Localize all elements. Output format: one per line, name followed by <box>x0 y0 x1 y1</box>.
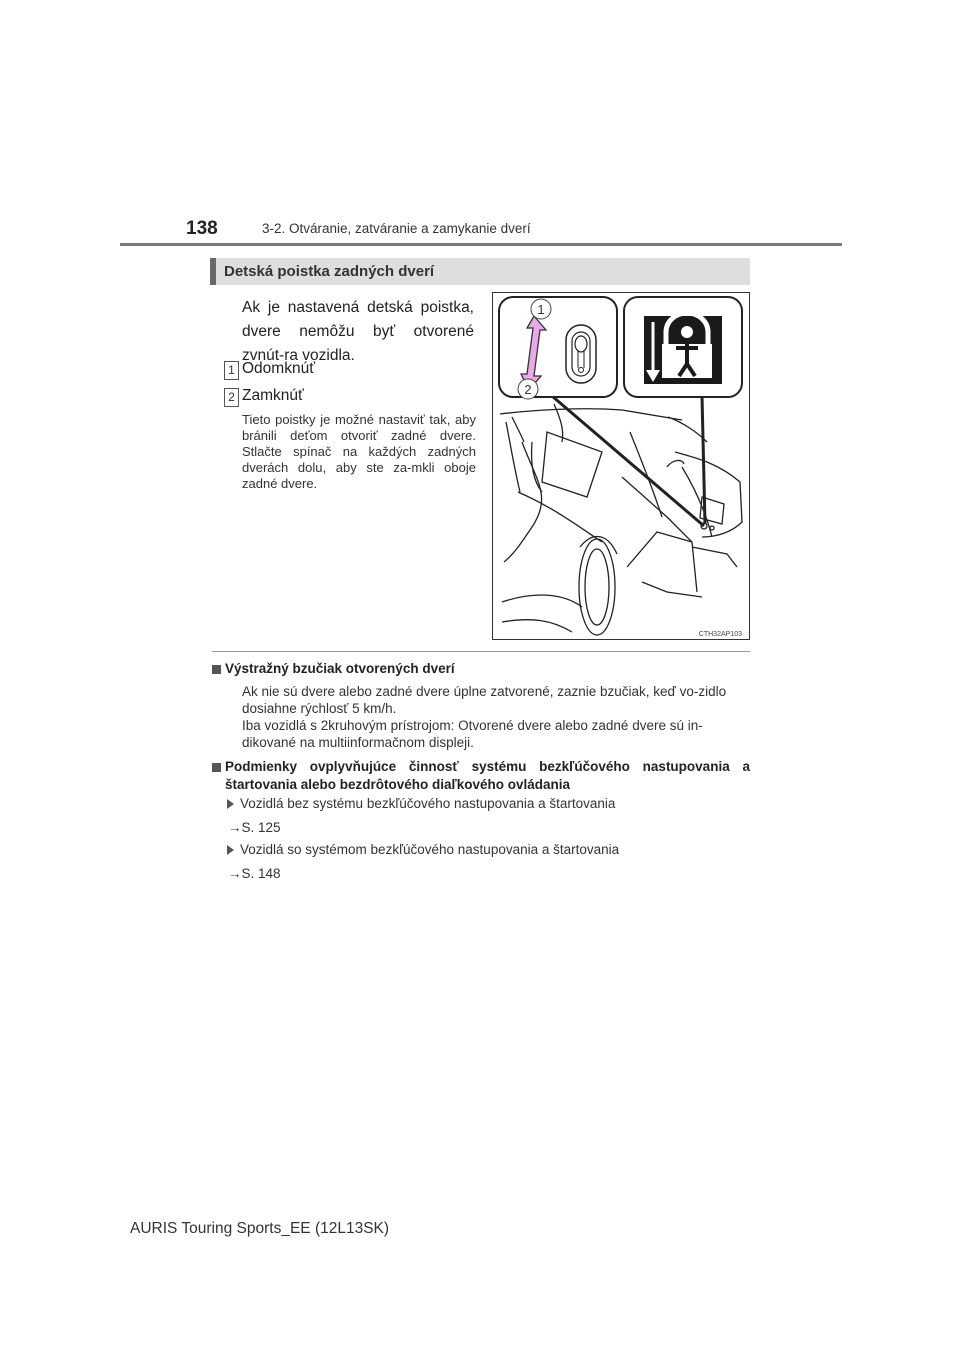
child-lock-illustration <box>492 292 750 640</box>
item-number-2: 2 <box>224 388 239 407</box>
subheading-bullet-icon <box>212 763 221 772</box>
callout-number-1: 1 <box>537 302 545 317</box>
bullet-text-1: Vozidlá bez systému bezkľúčového nastupovania a štartovania <box>240 796 616 811</box>
page-reference-1[interactable]: →S. 125 <box>228 820 281 835</box>
switch-inset <box>499 297 617 397</box>
subheading-bullet-icon <box>212 665 221 674</box>
footer-model: AURIS Touring Sports_EE (12L13SK) <box>130 1220 390 1237</box>
topic-title: Detská poistka zadných dverí <box>224 263 435 280</box>
illustration-svg <box>492 292 750 640</box>
bullet-triangle-icon <box>227 845 234 855</box>
conditions-heading: Podmienky ovplyvňujúce činnosť systému bezkľúčového nastupovania a štartovania alebo bezdrôtového diaľkového ovládania <box>225 759 750 792</box>
page-reference-2[interactable]: →S. 148 <box>228 866 281 881</box>
topic-bar-accent <box>210 258 216 285</box>
bullet-text-2: Vozidlá so systémom bezkľúčového nastupovania a štartovania <box>240 842 620 857</box>
section-title: 3-2. Otváranie, zatváranie a zamykanie dverí <box>262 221 531 236</box>
callout-number-2: 2 <box>524 382 532 397</box>
item-label-lock: Zamknúť <box>242 387 304 404</box>
figure-code: CTH32AP103 <box>698 631 742 638</box>
bullet-triangle-icon <box>227 799 234 809</box>
header-rule <box>120 243 842 246</box>
warning-heading: Výstražný bzučiak otvorených dverí <box>225 661 455 676</box>
intro-text: Ak je nastavená detská poistka, dvere nemôžu byť otvorené zvnút-ra vozidla. <box>242 299 474 364</box>
item-label-unlock: Odomknúť <box>242 360 316 377</box>
note-text: Tieto poistky je možné nastaviť tak, aby bránili deťom otvoriť zadné dvere. Stlačte spínač na každých zadných dverách dolu, aby ste za-mkli oboje zadné dvere. <box>242 412 476 491</box>
item-number-1: 1 <box>224 361 239 380</box>
page-number: 138 <box>186 218 218 239</box>
warning-paragraph-2: Iba vozidlá s 2kruhovým prístrojom: Otvorené dvere alebo zadné dvere sú in-dikované na multiinformačnom displeji. <box>242 718 703 750</box>
section-divider <box>212 651 750 652</box>
warning-paragraph-1: Ak nie sú dvere alebo zadné dvere úplne zatvorené, zaznie bzučiak, keď vo-zidlo dosiahne rýchlosť 5 km/h. <box>242 684 727 716</box>
